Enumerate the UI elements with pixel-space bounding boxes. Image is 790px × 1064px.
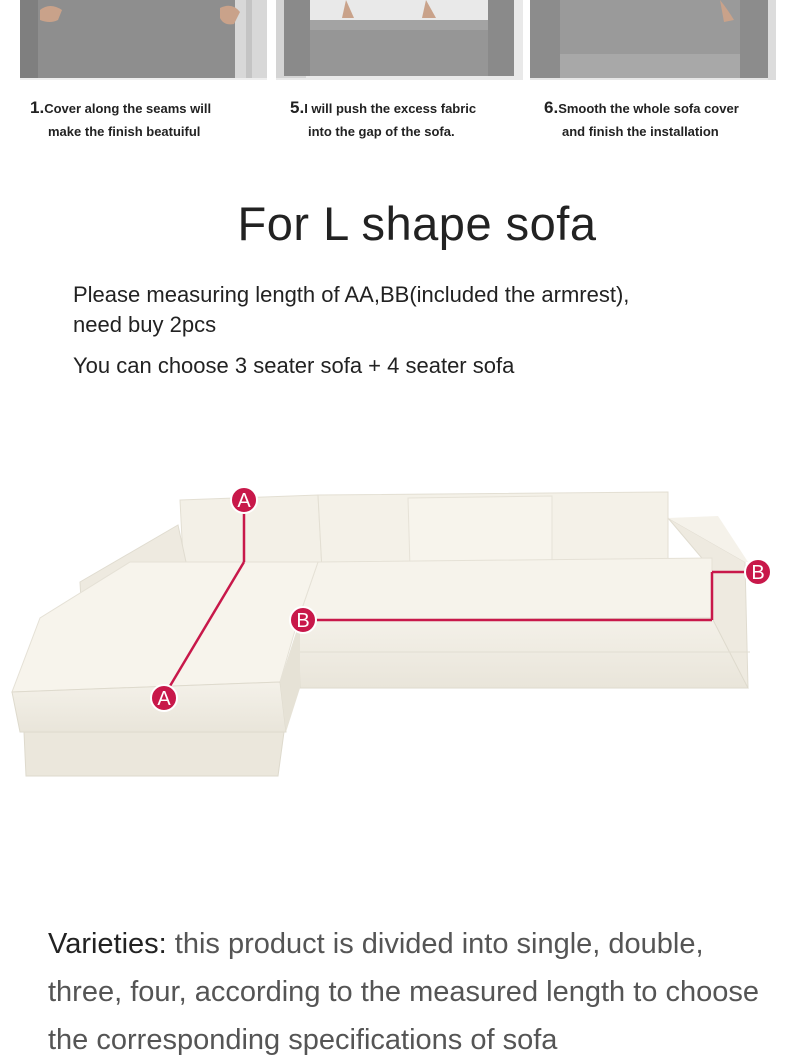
- varieties-paragraph: [48, 920, 778, 1064]
- marker-b-left: [290, 607, 316, 633]
- marker-a-bottom: [151, 685, 177, 711]
- step-1-caption: [30, 96, 211, 143]
- marker-a-top-label: A: [237, 490, 251, 512]
- varieties-label: Varieties:: [48, 928, 167, 960]
- sofa-illustration: [0, 470, 790, 810]
- marker-a-top: [231, 487, 257, 513]
- step-5-photo: [276, 0, 523, 80]
- step-text-line1: Cover along the seams will: [44, 101, 212, 116]
- step-1-photo: [20, 0, 267, 80]
- marker-b-right: [745, 559, 771, 585]
- installation-photo-strip: [0, 0, 790, 82]
- step-text-line2: make the finish beatuiful: [48, 124, 201, 139]
- step-text-line2: and finish the installation: [562, 124, 719, 139]
- l-shape-sofa-diagram: [0, 470, 790, 810]
- step-text-line1: I will push the excess fabric: [304, 101, 477, 116]
- varieties-text: this product is divided into single, double, three, four, according to the measured length to choose the corresponding specifications of sofa: [48, 928, 759, 1056]
- step-number: 1.: [30, 98, 45, 117]
- step-6-photo: [530, 0, 776, 80]
- marker-b-left-label: B: [296, 610, 310, 632]
- step-text-line1: Smooth the whole sofa cover: [558, 101, 739, 116]
- step-number: 6.: [544, 98, 559, 117]
- instruction-line-1: Please measuring length of AA,BB(included the armrest),: [73, 282, 630, 307]
- instruction-line-3: You can choose 3 seater sofa + 4 seater sofa: [73, 353, 515, 378]
- section-title: For L shape sofa: [237, 197, 597, 250]
- step-6-caption: [544, 96, 739, 143]
- marker-a-bottom-label: A: [157, 688, 171, 710]
- marker-b-right-label: B: [751, 562, 765, 584]
- instruction-line-2: need buy 2pcs: [73, 312, 217, 337]
- step-number: 5.: [290, 98, 305, 117]
- step-5-caption: [290, 96, 476, 143]
- step-text-line2: into the gap of the sofa.: [308, 124, 455, 139]
